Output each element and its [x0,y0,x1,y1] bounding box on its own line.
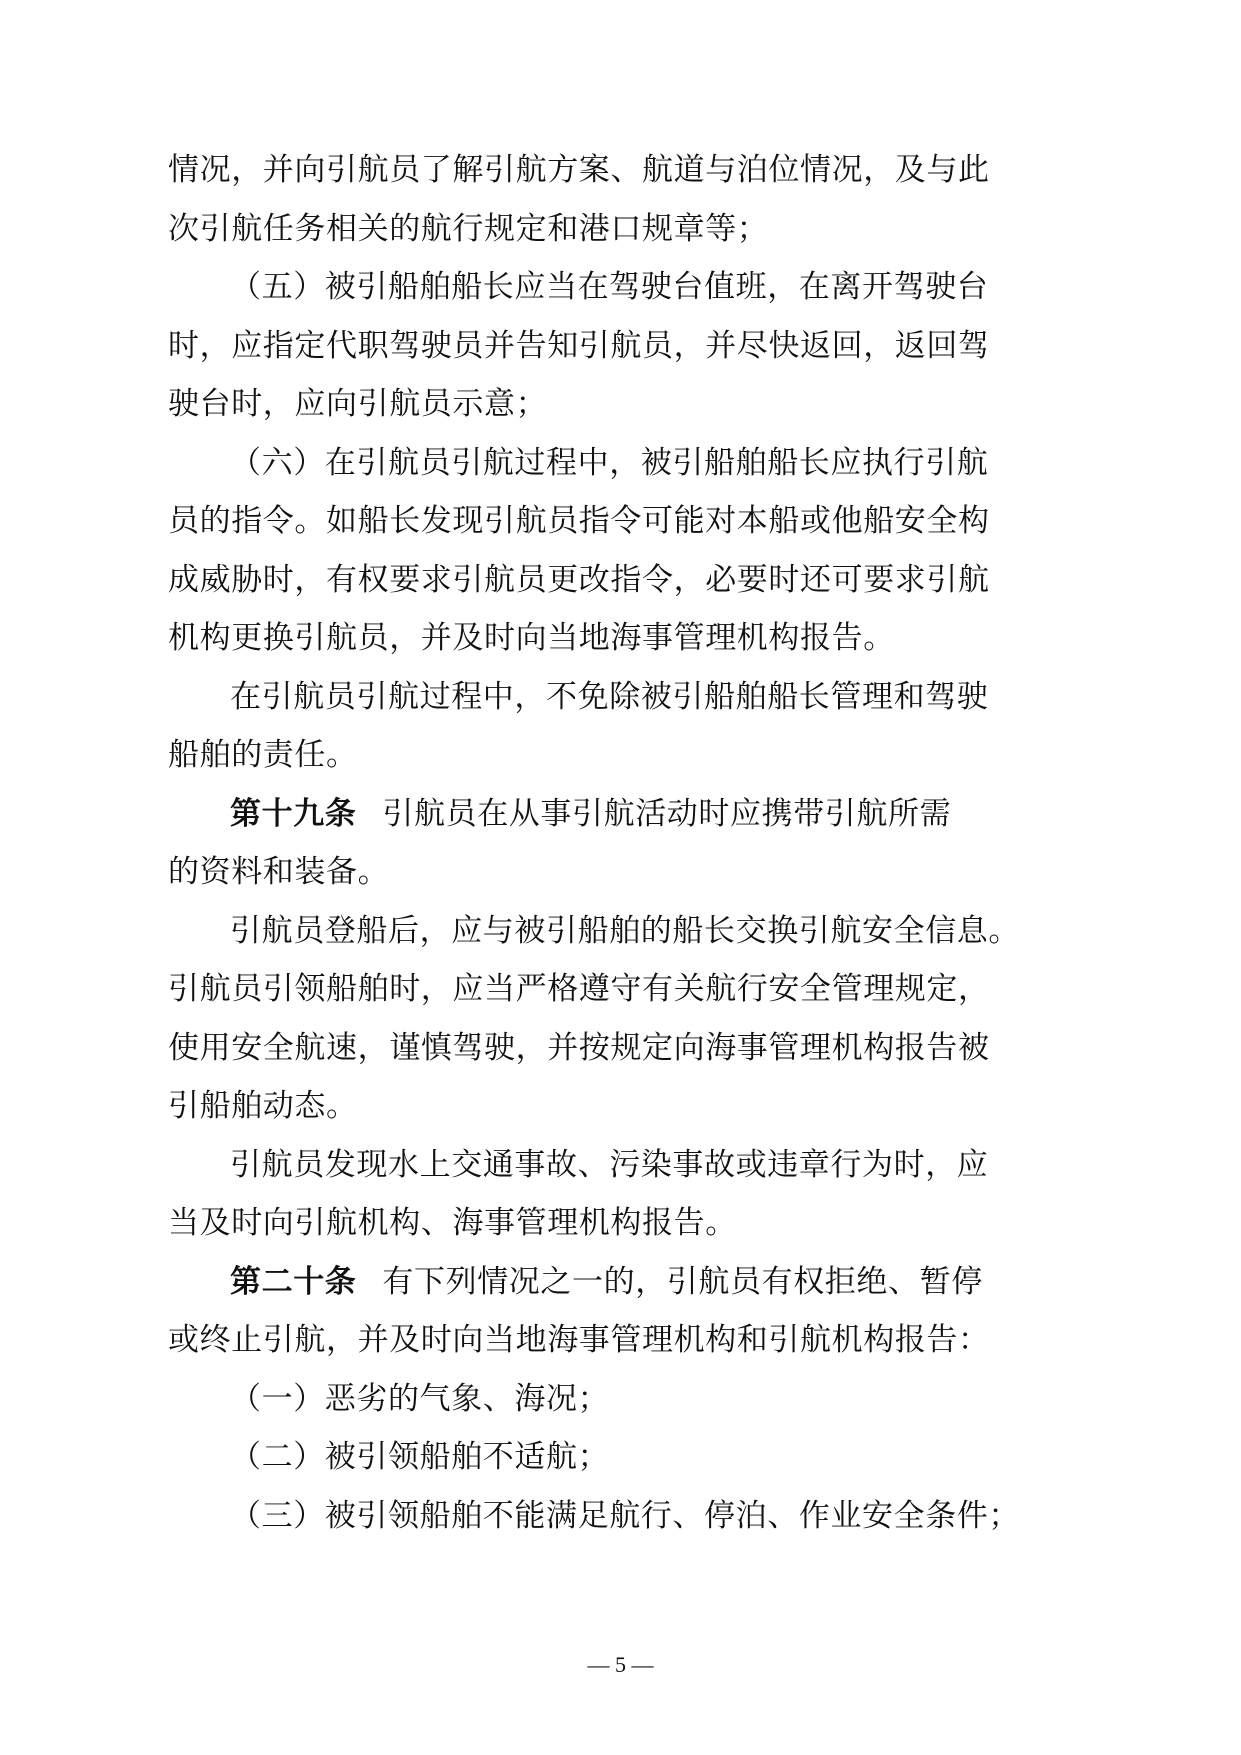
text-line: 的资料和装备。 [168,854,390,890]
text-line: 情况，并向引航员了解引航方案、航道与泊位情况，及与此 [168,152,990,188]
text-line: 次引航任务相关的航行规定和港口规章等； [168,210,769,247]
paragraph-start: 在引航员引航过程中，不免除被引船舶船长管理和驾驶 [230,678,989,715]
paragraph-start: 引航员发现水上交通事故、污染事故或违章行为时，应 [230,1146,989,1183]
text-line: 或终止引航，并及时向当地海事管理机构和引航机构报告： [168,1322,990,1358]
paragraph-start: 引航员登船后，应与被引船舶的船长交换引航安全信息。 [230,912,1020,949]
text-line: 引航员引领船舶时，应当严格遵守有关航行安全管理规定， [168,971,990,1007]
document-body [168,141,1020,1545]
text-line: 船舶的责任。 [168,737,358,773]
list-item-1: （一）恶劣的气象、海况； [230,1380,610,1417]
text-line: 驶台时，应向引航员示意； [168,386,548,422]
list-item-5: （五）被引船舶船长应当在驾驶台值班，在离开驾驶台 [230,269,989,305]
list-item-3: （三）被引领船舶不能满足航行、停泊、作业安全条件； [230,1497,1020,1534]
article-20: 第二十条 有下列情况之一的，引航员有权拒绝、暂停 [230,1263,983,1300]
text-line: 机构更换引航员，并及时向当地海事管理机构报告。 [168,620,895,656]
article-heading: 第十九条 [230,795,357,832]
article-heading: 第二十条 [230,1263,357,1300]
text-line: 使用安全航速，谨慎驾驶，并按规定向海事管理机构报告被 [168,1029,990,1066]
text-line: 时，应指定代职驾驶员并告知引航员，并尽快返回，返回驾 [168,327,990,364]
text-line: 引船舶动态。 [168,1088,358,1124]
text-line: 成威胁时，有权要求引航员更改指令，必要时还可要求引航 [168,561,990,598]
list-item-6: （六）在引航员引航过程中，被引船舶船长应执行引航 [230,444,989,481]
list-item-2: （二）被引领船舶不适航； [230,1439,610,1475]
article-19: 第十九条 引航员在从事引航活动时应携带引航所需 [230,795,952,832]
text-line: 当及时向引航机构、海事管理机构报告。 [168,1205,737,1241]
text-line: 员的指令。如船长发现引航员指令可能对本船或他船安全构 [168,503,990,539]
page-number: — 5 — [587,1652,654,1677]
